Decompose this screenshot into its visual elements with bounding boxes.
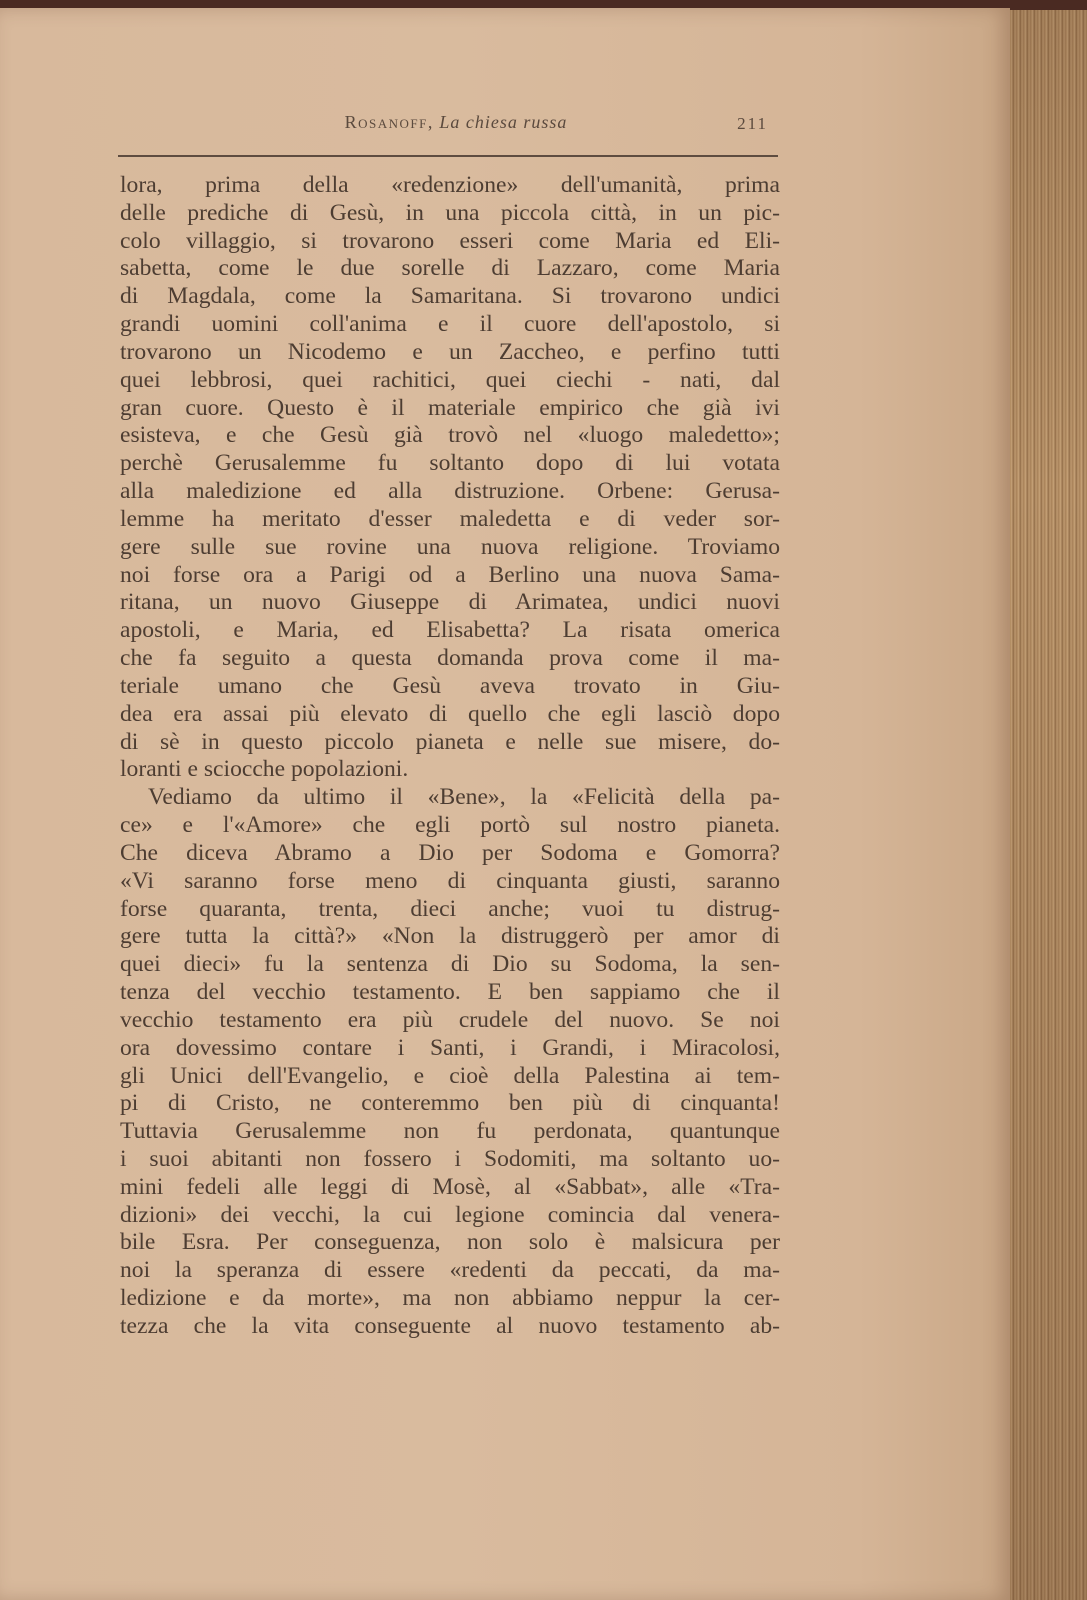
text-line: i suoi abitanti non fossero i Sodomiti, ma soltanto uo- — [120, 1145, 780, 1172]
text-line: Vediamo da ultimo il «Bene», la «Felicità della pa- — [148, 784, 780, 811]
text-line: ora dovessimo contare i Santi, i Grandi, i Miracolosi, — [120, 1034, 780, 1061]
text-line: «Vi saranno forse meno di cinquanta giusti, saranno — [120, 867, 780, 894]
page-number: 211 — [737, 114, 768, 133]
text-line: ledizione e da morte», ma non abbiamo neppur la cer- — [120, 1285, 780, 1312]
text-line: vecchio testamento era più crudele del nuovo. Se noi — [120, 1006, 780, 1033]
text-line: che fa seguito a questa domanda prova come il ma- — [120, 645, 780, 672]
text-line: noi la speranza di essere «redenti da peccati, da ma- — [120, 1257, 780, 1284]
page-block-edge — [1010, 10, 1087, 1600]
text-line: ce» e l'«Amore» che egli portò sul nostro pianeta. — [120, 812, 780, 839]
text-line: dea era assai più elevato di quello che egli lasciò dopo — [120, 700, 780, 727]
text-line: dizioni» dei vecchi, la cui legione comincia dal venera- — [120, 1201, 780, 1228]
text-line: delle prediche di Gesù, in una piccola città, in un pic- — [120, 199, 780, 226]
text-line: pi di Cristo, ne conteremmo ben più di cinquanta! — [120, 1090, 780, 1117]
text-line: lemme ha meritato d'esser maledetta e di veder sor- — [120, 505, 780, 532]
text-line: quei dieci» fu la sentenza di Dio su Sodoma, la sen- — [120, 951, 780, 978]
text-line: tenza del vecchio testamento. E ben sappiamo che il — [120, 979, 780, 1006]
text-line: quei lebbrosi, quei rachitici, quei ciechi - nati, dal — [120, 366, 780, 393]
text-line: lora, prima della «redenzione» dell'umanità, prima — [120, 172, 780, 198]
text-line: Che diceva Abramo a Dio per Sodoma e Gomorra? — [120, 839, 780, 866]
text-line: gere sulle sue rovine una nuova religione. Troviamo — [120, 533, 780, 560]
text-line: loranti e sciocche popolazioni. — [120, 756, 409, 783]
text-line: sabetta, come le due sorelle di Lazzaro, come Maria — [120, 255, 780, 282]
text-line: grandi uomini coll'anima e il cuore dell'apostolo, si — [120, 311, 780, 338]
text-line: di sè in questo piccolo pianeta e nelle sue misere, do- — [120, 728, 780, 755]
header-author: Rosanoff, — [344, 112, 434, 132]
text-line: Tuttavia Gerusalemme non fu perdonata, quantunque — [120, 1118, 780, 1145]
header-rule — [118, 155, 778, 157]
text-line: apostoli, e Maria, ed Elisabetta? La risata omerica — [120, 617, 780, 644]
running-header — [120, 112, 792, 140]
text-line: gere tutta la città?» «Non la distruggerò per amor di — [120, 923, 780, 950]
text-line: tezza che la vita conseguente al nuovo testamento ab- — [120, 1312, 780, 1339]
text-line: noi forse ora a Parigi od a Berlino una nuova Sama- — [120, 561, 780, 588]
text-line: gran cuore. Questo è il materiale empirico che già ivi — [120, 394, 780, 421]
text-line: alla maledizione ed alla distruzione. Orbene: Gerusa- — [120, 478, 780, 505]
text-line: forse quaranta, trenta, dieci anche; vuoi tu distrug- — [120, 895, 780, 922]
text-line: teriale umano che Gesù aveva trovato in Giu- — [120, 672, 780, 699]
text-line: bile Esra. Per conseguenza, non solo è malsicura per — [120, 1229, 780, 1256]
text-line: perchè Gerusalemme fu soltanto dopo di lui votata — [120, 450, 780, 477]
text-line: ritana, un nuovo Giuseppe di Arimatea, undici nuovi — [120, 589, 780, 616]
text-line: mini fedeli alle leggi di Mosè, al «Sabbat», alle «Tra- — [120, 1173, 780, 1200]
body-text — [120, 172, 780, 1341]
running-head — [120, 112, 792, 133]
header-title: La chiesa russa — [439, 112, 568, 132]
text-line: trovarono un Nicodemo e un Zaccheo, e perfino tutti — [120, 338, 780, 365]
text-line: gli Unici dell'Evangelio, e cioè della Palestina ai tem- — [120, 1062, 780, 1089]
text-line: di Magdala, come la Samaritana. Si trovarono undici — [120, 283, 780, 310]
text-line: colo villaggio, si trovarono esseri come Maria ed Eli- — [120, 227, 780, 254]
text-line: esisteva, e che Gesù già trovò nel «luogo maledetto»; — [120, 422, 780, 449]
